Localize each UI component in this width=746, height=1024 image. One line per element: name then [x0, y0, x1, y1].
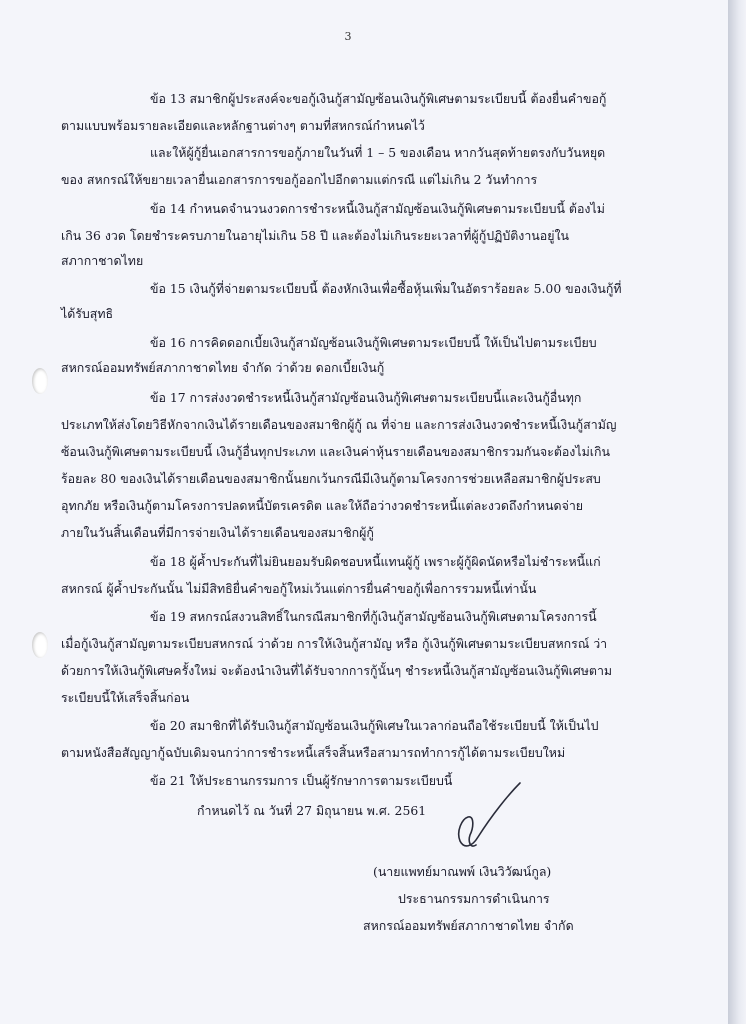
signatory-position: ประธานกรรมการดำเนินการ [398, 891, 550, 906]
clause-19-line-2: เมื่อกู้เงินกู้สามัญตามระเบียบสหกรณ์ ว่าด้วย การให้เงินกู้สามัญ หรือ กู้เงินกู้พิเศษตามระเบียบสหกรณ์ ว่า [61, 636, 608, 651]
clause-15-line-1: ข้อ 15 เงินกู้ที่จ่ายตามระเบียบนี้ ต้องหักเงินเพื่อซื้อหุ้นเพิ่มในอัตราร้อยละ 5.00 ของเงินกู้ที่ [150, 281, 622, 296]
clause-17-line-1: ข้อ 17 การส่งงวดชำระหนี้เงินกู้สามัญซ้อนเงินกู้พิเศษตามระเบียบนี้และเงินกู้อื่นทุก [150, 390, 582, 405]
clause-17-line-2: ประเภทให้ส่งโดยวิธีหักจากเงินได้รายเดือนของสมาชิกผู้กู้ ณ ที่จ่าย และการส่งเงินงวดชำระหนี้เงินกู้สามัญ [61, 417, 617, 432]
signature-image [448, 775, 538, 855]
clause-14-line-1: ข้อ 14 กำหนดจำนวนงวดการชำระหนี้เงินกู้สามัญซ้อนเงินกู้พิเศษตามระเบียบนี้ ต้องไม่ [150, 201, 605, 216]
clause-15-line-2: ได้รับสุทธิ [61, 306, 114, 321]
clause-17-line-6: ภายในวันสิ้นเดือนที่มีการจ่ายเงินได้รายเดือนของสมาชิกผู้กู้ [61, 525, 374, 540]
page-edge [728, 0, 746, 1024]
clause-14-line-3: สภากาชาดไทย [61, 253, 144, 268]
clause-13-line-4: ของ สหกรณ์ให้ขยายเวลายื่นเอกสารการขอกู้ออกไปอีกตามแต่กรณี แต่ไม่เกิน 2 วันทำการ [61, 172, 538, 187]
clause-19-line-1: ข้อ 19 สหกรณ์สงวนสิทธิ์ในกรณีสมาชิกที่กู้เงินกู้สามัญซ้อนเงินกู้พิเศษตามโครงการนี้ [150, 609, 597, 624]
clause-20-line-2: ตามหนังสือสัญญากู้ฉบับเดิมจนกว่าการชำระหนี้เสร็จสิ้นหรือสามารถทำการกู้ได้ตามระเบียบใหม่ [61, 745, 566, 760]
clause-14-line-2: เกิน 36 งวด โดยชำระครบภายในอายุไม่เกิน 58 ปี และต้องไม่เกินระยะเวลาที่ผู้กู้ปฏิบัติงานอยู่ใน [61, 228, 569, 243]
clause-16-line-1: ข้อ 16 การคิดดอกเบี้ยเงินกู้สามัญซ้อนเงินกู้พิเศษตามระเบียบนี้ ให้เป็นไปตามระเบียบ [150, 335, 597, 350]
clause-19-line-4: ระเบียบนี้ให้เสร็จสิ้นก่อน [61, 690, 190, 705]
clause-20-line-1: ข้อ 20 สมาชิกที่ได้รับเงินกู้สามัญซ้อนเงินกู้พิเศษในเวลาก่อนถือใช้ระเบียบนี้ ให้เป็นไป [150, 718, 599, 733]
clause-17-line-3: ซ้อนเงินกู้พิเศษตามระเบียบนี้ เงินกู้อื่นทุกประเภท และเงินค่าหุ้นรายเดือนของสมาชิกรวมกันจะต้องไม่เกิน [61, 444, 610, 459]
clause-21-line-1: ข้อ 21 ให้ประธานกรรมการ เป็นผู้รักษาการตามระเบียบนี้ [150, 773, 453, 788]
signatory-organization: สหกรณ์ออมทรัพย์สภากาชาดไทย จำกัด [363, 918, 574, 933]
clause-17-line-5: อุทกภัย หรือเงินกู้ตามโครงการปลดหนี้บัตรเครดิต และให้ถือว่างวดชำระหนี้แต่ละงวดถึงกำหนดจ่าย [61, 498, 584, 513]
clause-18-line-2: สหกรณ์ ผู้ค้ำประกันนั้น ไม่มีสิทธิยื่นคำขอกู้ใหม่เว้นแต่การยื่นคำขอกู้เพื่อการรวมหนี้เท่านั้น [61, 581, 537, 596]
clause-16-line-2: สหกรณ์ออมทรัพย์สภากาชาดไทย จำกัด ว่าด้วย ดอกเบี้ยเงินกู้ [61, 360, 385, 375]
clause-17-line-4: ร้อยละ 80 ของเงินได้รายเดือนของสมาชิกนั้นยกเว้นกรณีมีเงินกู้ตามโครงการช่วยเหลือสมาชิกผู้ประสบ [61, 471, 601, 486]
dated-line: กำหนดไว้ ณ วันที่ 27 มิถุนายน พ.ศ. 2561 [197, 803, 427, 818]
clause-18-line-1: ข้อ 18 ผู้ค้ำประกันที่ไม่ยินยอมรับผิดชอบหนี้แทนผู้กู้ เพราะผู้กู้ผิดนัดหรือไม่ชำระหนี้แก่ [150, 554, 601, 569]
clause-13-line-3: และให้ผู้กู้ยื่นเอกสารการขอกู้ภายในวันที่ 1 – 5 ของเดือน หากวันสุดท้ายตรงกับวันหยุด [150, 145, 606, 160]
clause-13-line-1: ข้อ 13 สมาชิกผู้ประสงค์จะขอกู้เงินกู้สามัญซ้อนเงินกู้พิเศษตามระเบียบนี้ ต้องยื่นคำขอกู้ [150, 91, 607, 106]
signatory-name: (นายแพทย์มาณพพ์ เงินวิวัฒน์กูล) [373, 864, 552, 879]
page-number: 3 [344, 30, 352, 43]
clause-13-line-2: ตามแบบพร้อมรายละเอียดและหลักฐานต่างๆ ตามที่สหกรณ์กำหนดไว้ [61, 118, 425, 133]
clause-19-line-3: ด้วยการให้เงินกู้พิเศษครั้งใหม่ จะต้องนำเงินที่ได้รับจากการกู้นั้นๆ ชำระหนี้เงินกู้สามัญซ้อนเงินกู้พิเศษตาม [61, 663, 613, 678]
